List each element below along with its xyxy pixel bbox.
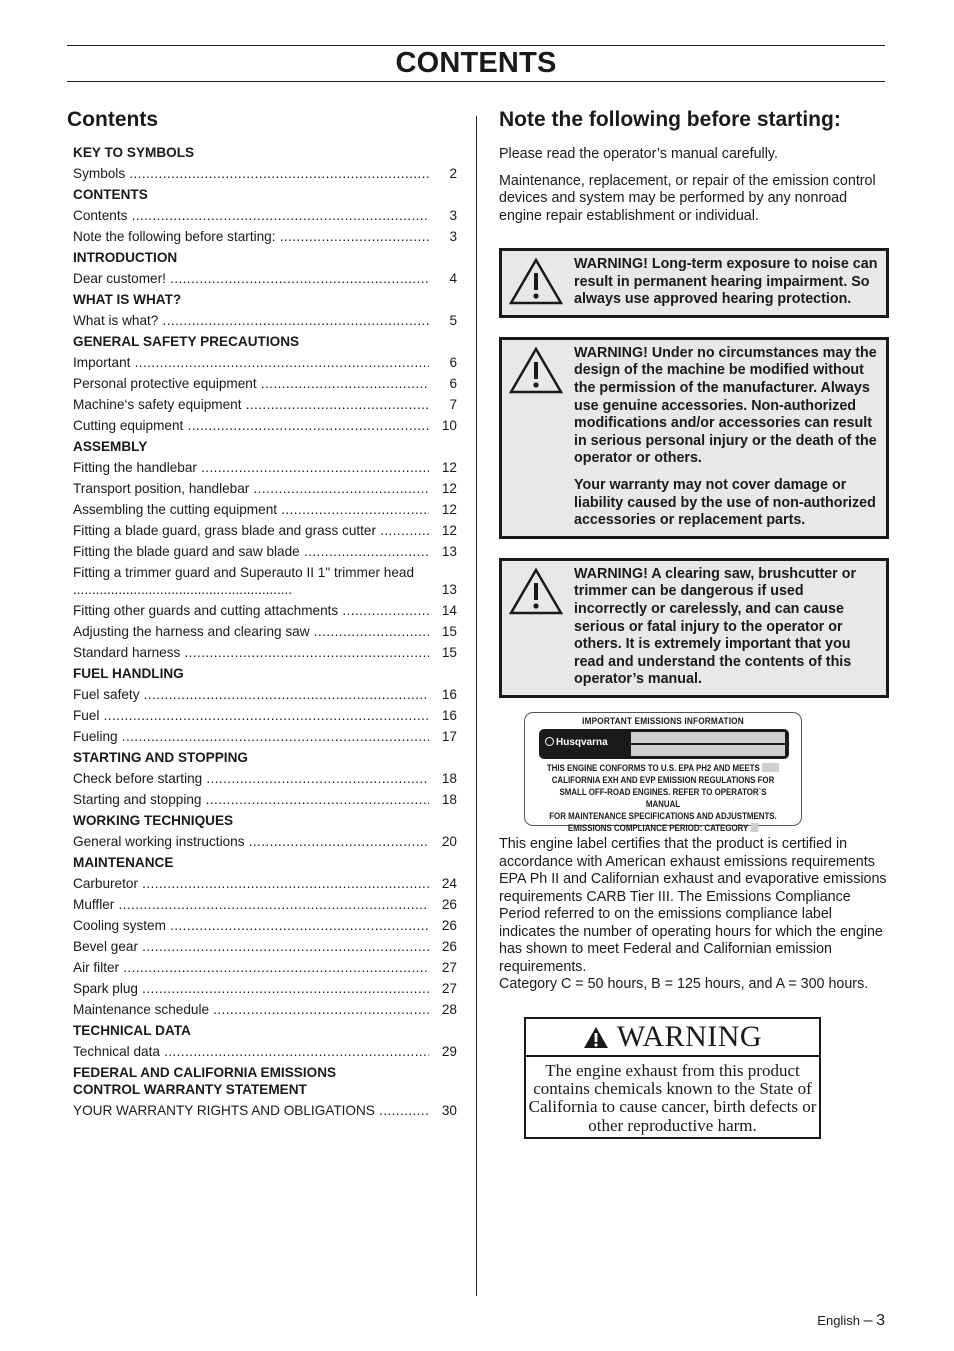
toc-entry-title: Note the following before starting: ..... [73,228,429,245]
toc-entry[interactable] [73,917,457,934]
warning-triangle-icon [508,345,564,395]
toc-entry-title: Fitting the blade guard and saw blade ..... [73,543,429,560]
toc-entry[interactable] [73,938,457,955]
prop65-text: The engine exhaust from this product contains chemicals known to the State of California to cause cancer, birth defects or other reproductive harm. [528,1061,817,1135]
toc-section-heading: FEDERAL AND CALIFORNIA EMISSIONS CONTROL WARRANTY STATEMENT [73,1065,337,1097]
toc-entry-title: Bevel gear ..... [73,938,429,955]
toc-entry[interactable] [73,354,457,371]
toc-entry-page: 27 [441,981,457,996]
toc-entry[interactable] [73,459,457,476]
toc-section-heading: TECHNICAL DATA [73,1023,191,1038]
table-of-contents [73,144,457,1119]
toc-entry-page: 6 [449,355,457,370]
warning-triangle-icon [508,566,564,616]
toc-entry[interactable] [73,791,457,808]
footer-separator: – [863,1312,873,1329]
toc-entry-title: Fitting other guards and cutting attachments ..... [73,602,429,619]
label-field [750,823,758,832]
emissions-label [524,712,802,833]
toc-entry[interactable] [73,1102,457,1119]
toc-entry-page: 12 [441,481,457,496]
brand-name: Husqvarna [556,737,608,748]
toc-entry[interactable] [73,959,457,976]
crown-icon [545,737,554,746]
toc-entry-title: YOUR WARRANTY RIGHTS AND OBLIGATIONS ..... [73,1102,429,1119]
toc-entry-page: 6 [449,376,457,391]
toc-entry-page: 26 [441,939,457,954]
toc-entry-title: Machine‘s safety equipment ..... [73,396,429,413]
toc-entry-page: 28 [441,1002,457,1017]
modification-warning-text: WARNING! Under no circumstances may the design of the machine be modified without the permission of the manufacturer. Always use genuine accessories. Non-authorized modifications and/or accessories can result in serious personal injury or the death of the operator or others. [574,344,877,467]
toc-entry[interactable] [73,896,457,913]
toc-section-heading: CONTENTS [73,187,148,202]
toc-entry-title: Carburetor ..... [73,875,429,892]
page-footer [817,1312,885,1330]
toc-section-heading: KEY TO SYMBOLS [73,145,195,160]
toc-section-heading: ASSEMBLY [73,439,148,454]
toc-entry-title: Fitting a trimmer guard and Superauto II 1" trimmer head .......................................................... [73,565,415,597]
toc-entry[interactable] [73,501,457,518]
toc-entry-page: 27 [441,960,457,975]
notes-column [499,106,887,698]
emissions-line: CALIFORNIA EXH AND EVP EMISSION REGULATIONS FOR [551,775,775,785]
toc-section-heading: GENERAL SAFETY PRECAUTIONS [73,334,300,349]
toc-entry-page: 29 [441,1044,457,1059]
toc-entry-title: Fueling ..... [73,728,429,745]
toc-entry-page: 13 [441,544,457,559]
toc-entry[interactable] [73,875,457,892]
toc-entry[interactable] [73,543,457,560]
toc-entry[interactable] [73,396,457,413]
toc-entry[interactable] [73,1001,457,1018]
prop65-header [526,1019,819,1057]
toc-entry-title: Dear customer! ..... [73,270,429,287]
toc-entry-title: Personal protective equipment ..... [73,375,429,392]
toc-entry-title: Fuel safety ..... [73,686,429,703]
read-manual-text: Please read the operator’s manual carefully. [499,146,778,162]
toc-entry-page: 5 [449,313,457,328]
toc-entry[interactable] [73,833,457,850]
toc-entry-title: Cooling system ..... [73,917,429,934]
toc-entry-page: 12 [441,460,457,475]
toc-entry-title: Check before starting ..... [73,770,429,787]
noise-warning-text: WARNING! Long-term exposure to noise can result in permanent hearing impairment. So always use approved hearing protection. [574,256,878,308]
emissions-label-band [539,729,789,759]
emissions-line: FOR MAINTENANCE SPECIFICATIONS AND ADJUSTMENTS. [549,811,777,821]
toc-entry-page: 17 [441,729,457,744]
toc-entry-page: 10 [441,418,457,433]
footer-language: English [817,1313,860,1328]
toc-entry[interactable] [73,165,457,182]
toc-entry-page: 15 [441,645,457,660]
toc-section-heading: WHAT IS WHAT? [73,292,182,307]
page-title: CONTENTS [395,47,557,79]
toc-entry-page: 12 [441,502,457,517]
danger-warning-text: WARNING! A clearing saw, brushcutter or trimmer can be dangerous if used incorrectly or carelessly, and can cause serious or fatal injury to the operator or others. It is extremely important that you read and understand the contents of this operator’s manual. [574,565,857,688]
emissions-label-title: IMPORTANT EMISSIONS INFORMATION [582,716,744,727]
title-underline [67,81,885,82]
label-explanation [499,836,887,994]
toc-entry-title: Air filter ..... [73,959,429,976]
notes-heading: Note the following before starting: [499,108,841,131]
emissions-line: EMISSIONS COMPLIANCE PERIOD: CATEGORY [567,823,749,833]
toc-section-heading: FUEL HANDLING [73,666,184,681]
toc-section-heading: MAINTENANCE [73,855,174,870]
toc-entry[interactable] [73,602,457,619]
toc-entry-page: 26 [441,918,457,933]
toc-entry-title: Standard harness ..... [73,644,429,661]
label-field [631,732,785,743]
toc-entry-page: 3 [449,229,457,244]
modification-warning-box [499,337,889,539]
toc-entry-title: Fuel ..... [73,707,429,724]
emissions-line: THIS ENGINE CONFORMS TO U.S. EPA PH2 AND MEETS [546,763,760,773]
toc-entry-page: 16 [441,708,457,723]
toc-entry-title: Transport position, handlebar ..... [73,480,429,497]
toc-entry-title: Muffler ..... [73,896,429,913]
toc-entry-title: Technical data ..... [73,1043,429,1060]
toc-entry-page: 18 [441,792,457,807]
toc-entry-title: Important ..... [73,354,429,371]
toc-entry[interactable] [73,375,457,392]
toc-entry-page: 30 [441,1103,457,1118]
toc-entry[interactable] [73,417,457,434]
toc-entry-title: Maintenance schedule ..... [73,1001,429,1018]
emissions-label-text [544,762,781,834]
toc-entry-page: 12 [441,523,457,538]
toc-entry[interactable] [73,980,457,997]
toc-entry-title: Adjusting the harness and clearing saw ..... [73,623,429,640]
toc-entry[interactable] [73,1043,457,1060]
toc-section-heading: INTRODUCTION [73,250,178,265]
noise-warning-box [499,248,889,318]
danger-warning-box [499,558,889,698]
label-field [631,745,785,756]
toc-entry[interactable] [73,228,457,245]
emission-maintenance-text: Maintenance, replacement, or repair of the emission control devices and system may be performed by any nonroad engine repair establishment or individual. [499,172,876,224]
prop65-heading: WARNING [616,1020,763,1053]
toc-entry[interactable] [73,564,457,598]
toc-entry-page: 18 [441,771,457,786]
toc-section-heading: STARTING AND STOPPING [73,750,248,765]
contents-column [67,106,457,1119]
category-text: Category C = 50 hours, B = 125 hours, and A = 300 hours. [499,976,869,992]
label-explanation-text: This engine label certifies that the product is certified in accordance with American exhaust emissions requirements EPA Ph II and Californian exhaust and evaporative emissions requirements CARB Tier III. The Emissions Compliance Period referred to on the emissions compliance label indicates the number of operating hours for which the engine has shown to meet Federal and Californian emission requirements. [499,836,887,975]
toc-entry-title: General working instructions ..... [73,833,429,850]
toc-entry[interactable] [73,707,457,724]
toc-entry-page: 16 [441,687,457,702]
toc-entry[interactable] [73,686,457,703]
toc-entry-title: Cutting equipment ..... [73,417,429,434]
husqvarna-logo [545,737,608,748]
toc-entry-title: Assembling the cutting equipment ..... [73,501,429,518]
emissions-line: SMALL OFF-ROAD ENGINES. REFER TO OPERATOR`S MANUAL [559,787,767,809]
toc-entry-page: 13 [441,582,457,597]
toc-entry-title: Symbols ..... [73,165,429,182]
toc-entry-page: 20 [441,834,457,849]
toc-entry-title: Contents ..... [73,207,429,224]
toc-entry[interactable] [73,312,457,329]
toc-entry-page: 24 [441,876,457,891]
label-field [762,763,779,772]
toc-entry[interactable] [73,644,457,661]
toc-entry-page: 2 [449,166,457,181]
toc-section-heading: WORKING TECHNIQUES [73,813,234,828]
warning-triangle-icon [583,1026,609,1049]
toc-entry[interactable] [73,522,457,539]
toc-entry-page: 14 [441,603,457,618]
warranty-warning-text: Your warranty may not cover damage or liability caused by the use of non-authorized accessories or replacement parts. [574,476,876,529]
toc-entry-title: Starting and stopping ..... [73,791,429,808]
warning-triangle-icon [508,256,564,306]
page-number: 3 [876,1312,885,1329]
prop65-warning [524,1017,821,1139]
contents-heading: Contents [67,108,158,131]
toc-entry[interactable] [73,728,457,745]
toc-entry-page: 7 [449,397,457,412]
toc-entry-title: Spark plug ..... [73,980,429,997]
toc-entry-page: 15 [441,624,457,639]
toc-entry-title: Fitting the handlebar ..... [73,459,429,476]
toc-entry-page: 3 [449,208,457,223]
toc-entry-title: What is what? ..... [73,312,429,329]
toc-entry[interactable] [73,270,457,287]
toc-entry-page: 4 [449,271,457,286]
toc-entry[interactable] [73,623,457,640]
toc-entry-title: Fitting a blade guard, grass blade and grass cutter ..... [73,522,429,539]
toc-entry[interactable] [73,480,457,497]
toc-entry-page: 26 [441,897,457,912]
column-divider [476,116,477,1296]
toc-entry[interactable] [73,207,457,224]
toc-entry[interactable] [73,770,457,787]
